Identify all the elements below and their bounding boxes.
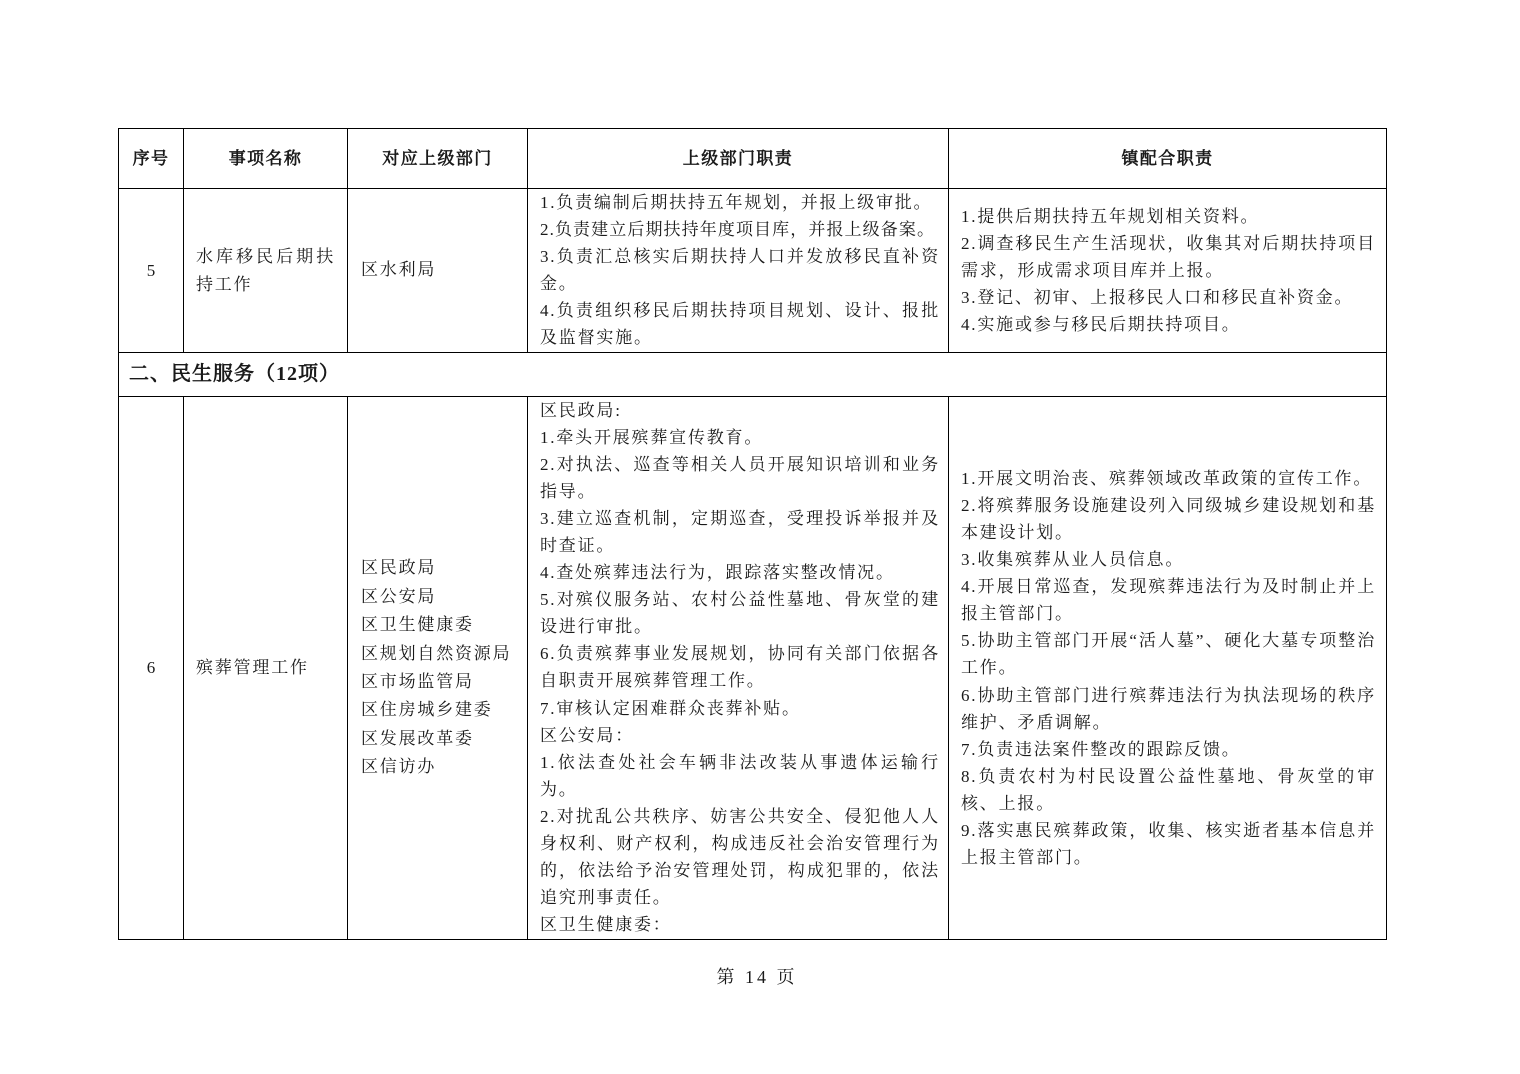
cell-superior-duties <box>528 189 949 353</box>
duties-table <box>118 128 1387 940</box>
town-duty-item: 4.实施或参与移民后期扶持项目。 <box>961 315 1241 335</box>
header-index: 序号 <box>132 148 170 168</box>
department-name: 区信访办 <box>361 757 437 777</box>
town-duty-item: 6.协助主管部门进行殡葬违法行为执法现场的秩序维护、矛盾调解。 <box>961 685 1376 732</box>
cell-index <box>119 189 184 353</box>
town-duty-item: 1.开展文明治丧、殡葬领域改革政策的宣传工作。 <box>961 469 1373 489</box>
town-duty-item: 8.负责农村为村民设置公益性墓地、骨灰堂的审核、上报。 <box>961 766 1376 813</box>
duty-group-heading: 区民政局: <box>540 401 622 420</box>
cell-departments <box>348 189 528 353</box>
header-cell-department <box>348 129 528 189</box>
cell-town-duties <box>949 397 1387 940</box>
section-row <box>119 353 1387 397</box>
cell-town-duties <box>949 189 1387 353</box>
cell-section <box>119 353 1387 397</box>
town-duty-item: 2.调查移民生产生活现状，收集其对后期扶持项目需求，形成需求项目库并上报。 <box>961 233 1376 280</box>
department-name: 区民政局 <box>361 558 437 578</box>
superior-duty-item: 2.对扰乱公共秩序、妨害公共安全、侵犯他人人身权利、财产权利，构成违反社会治安管理行为的，依法给予治安管理处罚，构成犯罪的，依法追究刑事责任。 <box>540 806 940 907</box>
section-title: 二、民生服务（12项） <box>129 362 340 385</box>
superior-duty-item: 1.负责编制后期扶持五年规划，并报上级审批。 <box>540 193 933 212</box>
header-town-duty: 镇配合职责 <box>1121 148 1214 168</box>
town-duty-item: 1.提供后期扶持五年规划相关资料。 <box>961 206 1260 226</box>
superior-duty-item: 4.查处殡葬违法行为，跟踪落实整改情况。 <box>540 563 895 583</box>
cell-superior-duties <box>528 397 949 940</box>
superior-duty-item: 4.负责组织移民后期扶持项目规划、设计、报批及监督实施。 <box>540 301 940 348</box>
town-duty-item: 5.协助主管部门开展“活人墓”、硬化大墓专项整治工作。 <box>961 631 1376 678</box>
header-cell-index <box>119 129 184 189</box>
table-row <box>119 397 1387 940</box>
superior-duty-item: 1.依法查处社会车辆非法改装从事遗体运输行为。 <box>540 752 940 799</box>
superior-duty-item: 5.对殡仪服务站、农村公益性墓地、骨灰堂的建设进行审批。 <box>540 590 940 637</box>
superior-duty-item: 7.审核认定困难群众丧葬补贴。 <box>540 698 801 718</box>
item-name: 殡葬管理工作 <box>196 658 309 678</box>
town-duty-item: 7.负责违法案件整改的跟踪反馈。 <box>961 739 1241 759</box>
superior-duty-item: 3.负责汇总核实后期扶持人口并发放移民直补资金。 <box>540 247 940 294</box>
row-index: 5 <box>146 260 156 280</box>
department-name: 区住房城乡建委 <box>361 700 493 720</box>
superior-duty-item: 2.对执法、巡查等相关人员开展知识培训和业务指导。 <box>540 455 940 502</box>
header-cell-name <box>184 129 348 189</box>
town-duty-item: 4.开展日常巡查，发现殡葬违法行为及时制止并上报主管部门。 <box>961 577 1376 624</box>
duty-group-heading: 区卫生健康委： <box>540 914 672 934</box>
row-index: 6 <box>146 658 156 678</box>
department-name: 区水利局 <box>361 260 437 280</box>
department-name: 区发展改革委 <box>361 728 474 748</box>
cell-item-name <box>184 189 348 353</box>
department-name: 区公安局 <box>361 586 437 606</box>
cell-index <box>119 397 184 940</box>
item-name: 水库移民后期扶持工作 <box>196 247 335 294</box>
department-name: 区规划自然资源局 <box>361 643 512 663</box>
town-duty-item: 9.落实惠民殡葬政策，收集、核实逝者基本信息并上报主管部门。 <box>961 820 1376 867</box>
superior-duty-item: 1.牵头开展殡葬宣传教育。 <box>540 428 764 448</box>
table-row <box>119 189 1387 353</box>
page-number: 第 14 页 <box>716 967 798 987</box>
cell-departments <box>348 397 528 940</box>
town-duty-item: 3.登记、初审、上报移民人口和移民直补资金。 <box>961 288 1354 308</box>
duty-group-heading: 区公安局： <box>540 725 634 745</box>
header-cell-town-duty <box>949 129 1387 189</box>
header-item-name: 事项名称 <box>228 148 303 168</box>
department-name: 区市场监管局 <box>361 672 474 691</box>
department-name: 区卫生健康委 <box>361 615 474 635</box>
town-duty-item: 3.收集殡葬从业人员信息。 <box>961 550 1185 570</box>
superior-duty-item: 2.负责建立后期扶持年度项目库，并报上级备案。 <box>540 220 936 240</box>
superior-duty-item: 6.负责殡葬事业发展规划，协同有关部门依据各自职责开展殡葬管理工作。 <box>540 644 940 691</box>
header-cell-superior-duty <box>528 129 949 189</box>
town-duty-item: 2.将殡葬服务设施建设列入同级城乡建设规划和基本建设计划。 <box>961 496 1376 543</box>
header-department: 对应上级部门 <box>382 148 493 168</box>
superior-duty-item: 3.建立巡查机制，定期巡查，受理投诉举报并及时查证。 <box>540 509 940 556</box>
table-header-row <box>119 129 1387 189</box>
header-superior-duty: 上级部门职责 <box>682 148 794 168</box>
cell-item-name <box>184 397 348 940</box>
